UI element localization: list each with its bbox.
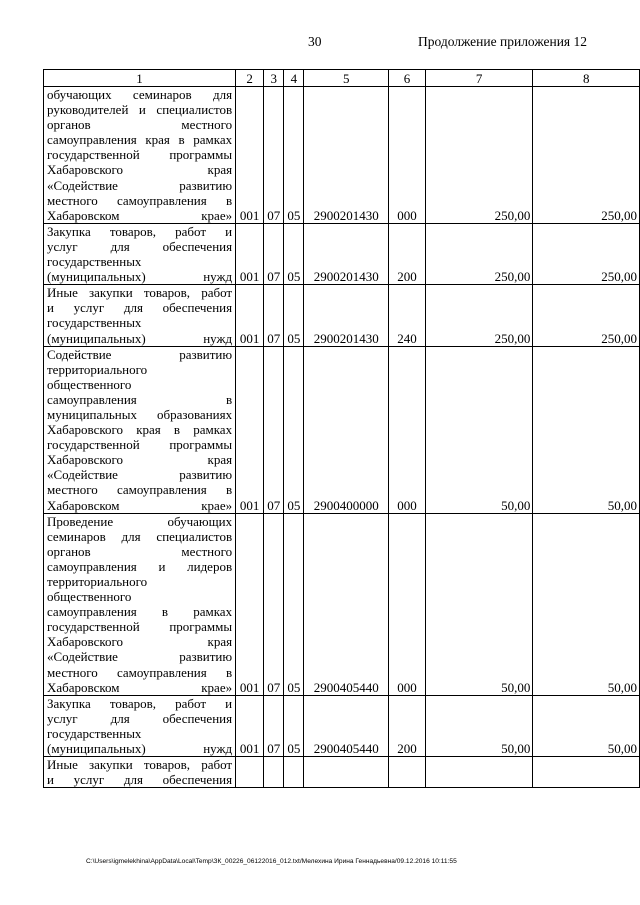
cell-target-article: 2900400000 bbox=[304, 346, 389, 513]
description-line: Хабаровского края в рамках bbox=[47, 422, 233, 438]
description-line: Хабаровского края bbox=[47, 452, 233, 468]
cell-code-4: 05 bbox=[284, 346, 304, 513]
table-header-row bbox=[44, 70, 640, 87]
cell-amount-7: 50,00 bbox=[425, 346, 532, 513]
row-description bbox=[44, 695, 236, 756]
description-line: «Содействие развитию bbox=[47, 649, 233, 665]
description-line: самоуправления края в рамках bbox=[47, 132, 233, 148]
cell-code-3: 07 bbox=[264, 346, 284, 513]
cell-expense-type: 000 bbox=[389, 346, 426, 513]
cell-amount-7: 250,00 bbox=[425, 87, 532, 224]
description-line: Иные закупки товаров, работ bbox=[47, 285, 233, 301]
description-line: самоуправления и лидеров bbox=[47, 558, 233, 574]
cell-code-2: 001 bbox=[236, 695, 264, 756]
description-line: органов местного bbox=[47, 543, 233, 559]
description-line: Закупка товаров, работ и bbox=[47, 223, 233, 239]
budget-table bbox=[43, 69, 640, 788]
cell-amount-8: 50,00 bbox=[533, 513, 640, 695]
column-header-4: 4 bbox=[284, 70, 304, 87]
description-line: услуг для обеспечения bbox=[47, 710, 233, 726]
description-line: местного самоуправления в bbox=[47, 664, 233, 680]
description-line: Иные закупки товаров, работ bbox=[47, 757, 233, 773]
description-line: и услуг для обеспечения bbox=[47, 300, 233, 316]
description-line: Хабаровском крае» bbox=[47, 207, 233, 223]
description-line: Закупка товаров, работ и bbox=[47, 695, 233, 711]
description-line: руководителей и специалистов bbox=[47, 102, 233, 118]
cell-amount-8: 50,00 bbox=[533, 695, 640, 756]
description-line: общественного bbox=[47, 376, 132, 392]
description-line: самоуправления в bbox=[47, 391, 233, 407]
continuation-title: Продолжение приложения 12 bbox=[418, 34, 588, 49]
table-row bbox=[44, 513, 640, 695]
cell-code-4: 05 bbox=[284, 513, 304, 695]
cell-expense-type: 000 bbox=[389, 513, 426, 695]
table-row bbox=[44, 87, 640, 224]
cell-target-article: 2900405440 bbox=[304, 695, 389, 756]
cell-target-article: 2900405440 bbox=[304, 513, 389, 695]
cell-code-2 bbox=[236, 757, 264, 788]
table-row bbox=[44, 223, 640, 284]
cell-amount-7 bbox=[425, 757, 532, 788]
cell-amount-8: 50,00 bbox=[533, 346, 640, 513]
description-line: местного самоуправления в bbox=[47, 482, 233, 498]
description-line: государственной программы bbox=[47, 619, 233, 635]
description-line: государственных bbox=[47, 315, 142, 331]
column-header-6: 6 bbox=[389, 70, 426, 87]
description-line: услуг для обеспечения bbox=[47, 238, 233, 254]
description-line: (муниципальных) нужд bbox=[47, 330, 233, 346]
cell-expense-type: 200 bbox=[389, 695, 426, 756]
cell-target-article bbox=[304, 757, 389, 788]
table-row bbox=[44, 757, 640, 788]
description-line: и услуг для обеспечения bbox=[47, 772, 233, 788]
cell-code-3: 07 bbox=[264, 223, 284, 284]
description-line: Хабаровского края bbox=[47, 162, 233, 178]
cell-code-3: 07 bbox=[264, 285, 284, 346]
description-line: «Содействие развитию bbox=[47, 177, 233, 193]
row-description bbox=[44, 285, 236, 346]
cell-expense-type bbox=[389, 757, 426, 788]
cell-expense-type: 240 bbox=[389, 285, 426, 346]
description-line: общественного bbox=[47, 589, 132, 605]
description-line: местного самоуправления в bbox=[47, 192, 233, 208]
table-row bbox=[44, 285, 640, 346]
description-line: Хабаровского края bbox=[47, 634, 233, 650]
cell-amount-7: 50,00 bbox=[425, 695, 532, 756]
column-header-7: 7 bbox=[425, 70, 532, 87]
cell-code-4 bbox=[284, 757, 304, 788]
cell-code-4: 05 bbox=[284, 223, 304, 284]
description-line: Хабаровском крае» bbox=[47, 679, 233, 695]
cell-amount-8: 250,00 bbox=[533, 87, 640, 224]
cell-amount-7: 250,00 bbox=[425, 223, 532, 284]
description-line: Хабаровском крае» bbox=[47, 497, 233, 513]
cell-amount-7: 50,00 bbox=[425, 513, 532, 695]
cell-code-2: 001 bbox=[236, 513, 264, 695]
cell-target-article: 2900201430 bbox=[304, 87, 389, 224]
description-line: государственных bbox=[47, 254, 142, 270]
cell-code-2: 001 bbox=[236, 87, 264, 224]
row-description bbox=[44, 346, 236, 513]
description-line: государственной программы bbox=[47, 147, 233, 163]
cell-amount-7: 250,00 bbox=[425, 285, 532, 346]
description-line: территориального bbox=[47, 574, 148, 589]
description-line: территориального bbox=[47, 361, 148, 377]
description-line: семинаров для специалистов bbox=[47, 528, 233, 544]
description-line: органов местного bbox=[47, 117, 233, 133]
description-line: (муниципальных) нужд bbox=[47, 741, 233, 757]
description-line: «Содействие развитию bbox=[47, 467, 233, 483]
description-line: государственной программы bbox=[47, 437, 233, 453]
cell-code-2: 001 bbox=[236, 223, 264, 284]
column-header-5: 5 bbox=[304, 70, 389, 87]
cell-code-3 bbox=[264, 757, 284, 788]
description-line: государственных bbox=[47, 725, 142, 741]
cell-code-4: 05 bbox=[284, 87, 304, 224]
cell-expense-type: 200 bbox=[389, 223, 426, 284]
cell-code-3: 07 bbox=[264, 87, 284, 224]
description-line: Проведение обучающих bbox=[47, 513, 233, 529]
cell-code-3: 07 bbox=[264, 513, 284, 695]
cell-code-2: 001 bbox=[236, 346, 264, 513]
description-line: обучающих семинаров для bbox=[47, 87, 233, 102]
column-header-8: 8 bbox=[533, 70, 640, 87]
row-description bbox=[44, 757, 236, 788]
description-line: Содействие развитию bbox=[47, 346, 233, 362]
description-line: самоуправления в рамках bbox=[47, 604, 233, 620]
column-header-2: 2 bbox=[236, 70, 264, 87]
table-row bbox=[44, 346, 640, 513]
row-description bbox=[44, 513, 236, 695]
page-number: 30 bbox=[308, 34, 322, 49]
column-header-1: 1 bbox=[44, 70, 236, 87]
column-header-3: 3 bbox=[264, 70, 284, 87]
description-line: муниципальных образованиях bbox=[47, 406, 233, 422]
description-line: (муниципальных) нужд bbox=[47, 269, 233, 285]
cell-target-article: 2900201430 bbox=[304, 223, 389, 284]
cell-code-2: 001 bbox=[236, 285, 264, 346]
cell-expense-type: 000 bbox=[389, 87, 426, 224]
row-description bbox=[44, 223, 236, 284]
row-description bbox=[44, 87, 236, 224]
table-row bbox=[44, 695, 640, 756]
cell-amount-8 bbox=[533, 757, 640, 788]
cell-amount-8: 250,00 bbox=[533, 223, 640, 284]
cell-amount-8: 250,00 bbox=[533, 285, 640, 346]
cell-code-3: 07 bbox=[264, 695, 284, 756]
cell-code-4: 05 bbox=[284, 695, 304, 756]
file-path-footer: C:\Users\igmelekhina\AppData\Local\Temp\ЗК_00226_06122016_012.txt/Мелехина Ирина Геннадьевна/09.12.2016 10:11:55 bbox=[86, 858, 457, 865]
cell-code-4: 05 bbox=[284, 285, 304, 346]
cell-target-article: 2900201430 bbox=[304, 285, 389, 346]
